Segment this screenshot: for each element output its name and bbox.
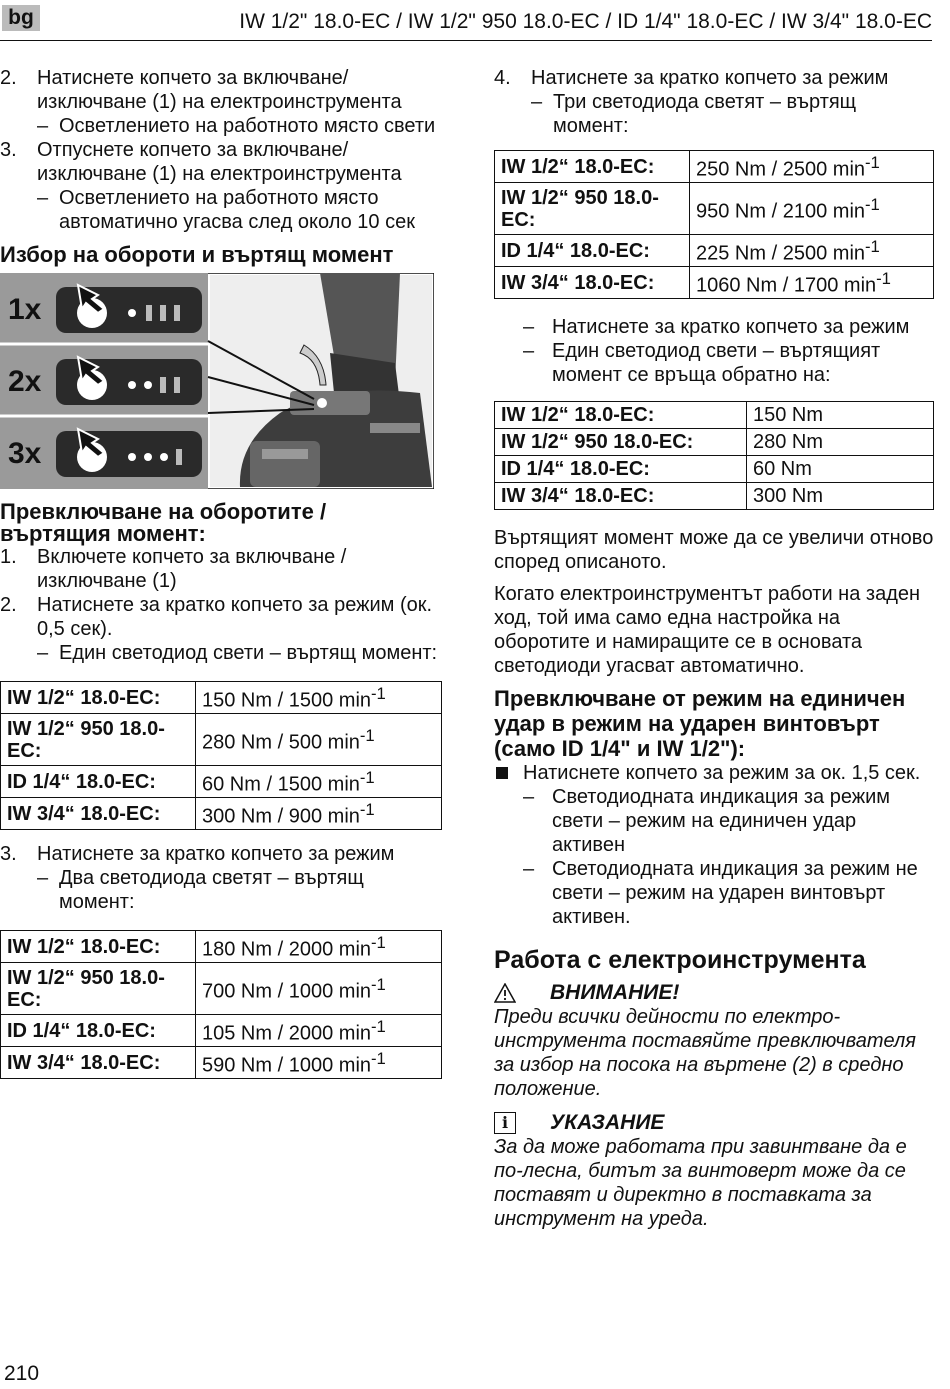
table-row: IW 3/4“ 18.0-EC: 1060 Nm / 1700 $\min^{-1}$ bbox=[495, 267, 934, 299]
list-item: – Натиснете за кратко копчето за режим bbox=[523, 316, 910, 338]
table-cell-value: 180 Nm / 2000 $\min^{-1}$ bbox=[196, 931, 442, 963]
step-list-d bbox=[494, 66, 934, 138]
led-row-3 bbox=[8, 429, 202, 477]
table-row: IW 1/2“ 950 18.0-EC: 700 Nm / 1000 $\min^{-1}$ bbox=[1, 963, 442, 1015]
table-row: IW 1/2“ 18.0-EC: 150 Nm / 1500 $\min^{-1}$ bbox=[1, 682, 442, 714]
table-row: IW 3/4“ 18.0-EC: 300 Nm / 900 $\min^{-1}$ bbox=[1, 798, 442, 830]
led-row-1 bbox=[8, 285, 202, 333]
table-cell-value: 1060 Nm / 1700 $\min^{-1}$ bbox=[690, 267, 934, 299]
running-title: IW 1/2" 18.0-EC / IW 1/2" 950 18.0-EC / ID 1/4" 18.0-EC / IW 3/4" 18.0-EC bbox=[239, 10, 932, 33]
table-row: IW 3/4“ 18.0-EC: 300 Nm bbox=[495, 483, 934, 510]
info-icon: i bbox=[494, 1112, 516, 1134]
warning-heading: ВНИМАНИЕ! bbox=[494, 981, 934, 1005]
list-item: – Един светодиод свети – въртящият момент се връща обратно на: bbox=[523, 340, 881, 386]
step-list-c bbox=[0, 842, 442, 914]
table-cell-value: 225 Nm / 2500 $\min^{-1}$ bbox=[690, 235, 934, 267]
mode-button-illustration bbox=[0, 273, 434, 489]
warning-text: Преди всички дейности по електроинструмента поставяйте превключвателя за избор на посока на въртене (2) в средно положение. bbox=[494, 1006, 916, 1100]
table-row: ID 1/4“ 18.0-EC: 60 Nm / 1500 $\min^{-1}$ bbox=[1, 766, 442, 798]
bullet-square-icon bbox=[494, 761, 523, 785]
table-cell-value: 950 Nm / 2100 $\min^{-1}$ bbox=[690, 183, 934, 235]
list-item: – Един светодиод свети – въртящ момент: bbox=[37, 642, 438, 664]
table-row: IW 1/2“ 950 18.0-EC: 950 Nm / 2100 $\min^{-1}$ bbox=[495, 183, 934, 235]
list-item: 4. Натиснете за кратко копчето за режим bbox=[494, 67, 889, 89]
step-list-a bbox=[0, 66, 442, 234]
table-row: IW 3/4“ 18.0-EC: 590 Nm / 1000 $\min^{-1}$ bbox=[1, 1047, 442, 1079]
speed-table-3-led bbox=[494, 150, 934, 299]
table-row: IW 1/2“ 18.0-EC: 150 Nm bbox=[495, 402, 934, 429]
page-number: 210 bbox=[4, 1362, 40, 1385]
left-column bbox=[0, 66, 442, 1079]
table-cell-value: 300 Nm / 900 $\min^{-1}$ bbox=[196, 798, 442, 830]
section-heading: Избор на обороти и въртящ момент bbox=[0, 242, 394, 267]
svg-text:3x: 3x bbox=[8, 437, 42, 470]
list-item: – Осветлението на работното място автоматично угасва след около 10 сек bbox=[37, 187, 415, 233]
right-column bbox=[494, 66, 934, 1231]
table-row: IW 1/2“ 950 18.0-EC: 280 Nm bbox=[495, 429, 934, 456]
section-heading: Превключване от режим на единичен удар в режим на ударен винтовърт (само ID 1/4" и IW 1/2"): bbox=[494, 686, 906, 761]
table-row: IW 1/2“ 950 18.0-EC: 280 Nm / 500 $\min^{-1}$ bbox=[1, 714, 442, 766]
table-row: IW 1/2“ 18.0-EC: 250 Nm / 2500 $\min^{-1}$ bbox=[495, 151, 934, 183]
list-item: – Светодиодната индикация за режим не свети – режим на ударен винтовърт активен. bbox=[523, 858, 918, 928]
svg-text:1x: 1x bbox=[8, 293, 42, 326]
table-cell-value: 590 Nm / 1000 $\min^{-1}$ bbox=[196, 1047, 442, 1079]
list-item: 2. Натиснете копчето за включване/ изключване (1) на електроинструмента bbox=[0, 67, 402, 113]
step-list-b bbox=[0, 545, 442, 665]
table-cell-value: 700 Nm / 1000 $\min^{-1}$ bbox=[196, 963, 442, 1015]
list-item: – Два светодиода светят – въртящ момент: bbox=[37, 867, 364, 913]
note-text: За да може работата при завинтване да е по-лесна, битът за винтоверт може да се поставят и директно в поставката за инструмент на уреда. bbox=[494, 1136, 907, 1230]
table-row: ID 1/4“ 18.0-EC: 225 Nm / 2500 $\min^{-1}$ bbox=[495, 235, 934, 267]
paragraph: Въртящият момент може да се увеличи отново според описаното. bbox=[494, 527, 934, 573]
list-item: 3. Натиснете за кратко копчето за режим bbox=[0, 843, 395, 865]
list-item: 1. Включете копчето за включване / изключване (1) bbox=[0, 546, 347, 592]
table-row: ID 1/4“ 18.0-EC: 105 Nm / 2000 $\min^{-1}$ bbox=[1, 1015, 442, 1047]
speed-table-1-led bbox=[0, 681, 442, 830]
table-row: ID 1/4“ 18.0-EC: 60 Nm bbox=[495, 456, 934, 483]
table-cell-value: 60 Nm / 1500 $\min^{-1}$ bbox=[196, 766, 442, 798]
list-item: Натиснете копчето за режим за ок. 1,5 сек. bbox=[494, 761, 934, 785]
header-rule bbox=[0, 40, 932, 41]
list-item: 2. Натиснете за кратко копчето за режим (ок. 0,5 сек). bbox=[0, 594, 433, 640]
list-item: – Осветлението на работното място свети bbox=[37, 115, 436, 137]
table-cell-value: 105 Nm / 2000 $\min^{-1}$ bbox=[196, 1015, 442, 1047]
language-badge: bg bbox=[2, 5, 40, 31]
table-cell-value: 150 Nm / 1500 $\min^{-1}$ bbox=[196, 682, 442, 714]
dash-list-reset bbox=[494, 315, 934, 387]
svg-text:2x: 2x bbox=[8, 365, 42, 398]
list-item: 3. Отпуснете копчето за включване/ изключване (1) на електроинструмента bbox=[0, 139, 402, 185]
warning-triangle-icon bbox=[494, 983, 516, 1003]
speed-table-2-led bbox=[0, 930, 442, 1079]
table-cell-value: 250 Nm / 2500 $\min^{-1}$ bbox=[690, 151, 934, 183]
led-row-2 bbox=[8, 357, 202, 405]
section-heading: Работа с електроинструмента bbox=[494, 946, 866, 974]
table-row: IW 1/2“ 18.0-EC: 180 Nm / 2000 $\min^{-1}$ bbox=[1, 931, 442, 963]
note-heading: i УКАЗАНИЕ bbox=[494, 1111, 934, 1135]
paragraph: Когато електроинструментът работи на заден ход, той има само една настройка на оборотите и намиращите се в основата светодиоди угасват автоматично. bbox=[494, 583, 921, 677]
list-item: – Светодиодната индикация за режим свети – режим на единичен удар активен bbox=[523, 786, 891, 856]
table-cell-value: 280 Nm / 500 $\min^{-1}$ bbox=[196, 714, 442, 766]
reset-torque-table bbox=[494, 401, 934, 510]
tool-drawing bbox=[208, 273, 432, 487]
section-heading: Превключване на оборотите / въртящия момент: bbox=[0, 499, 327, 546]
list-item: – Три светодиода светят – въртящ момент: bbox=[531, 91, 857, 137]
